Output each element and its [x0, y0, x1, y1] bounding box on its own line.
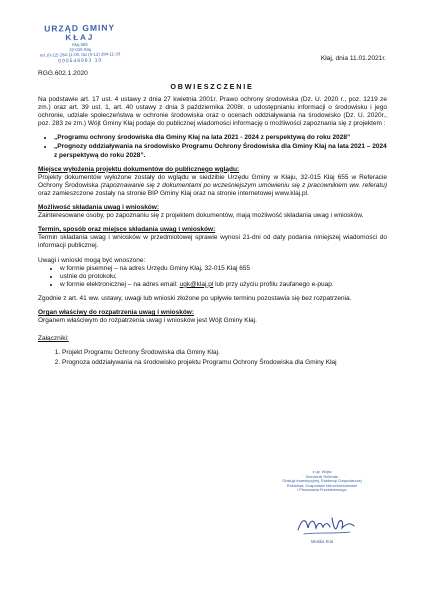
location-text-1: Projekty dokumentów wyłożone zostały do wglądu w siedzibie Urzędu Gminy w Kłaju, 32-015 Kłaj 655 w Referacie Ochrony Środowiska [38, 173, 387, 189]
signature-line-4: Rolnictwa, Gospodarki Nieruchomościami [286, 483, 358, 488]
authority-text: Organem właściwym do rozpatrzenia uwag i wniosków jest Wójt Gminy Kłaj. [38, 317, 257, 325]
method-email-pre: w formie elektronicznej – na adres email: [60, 280, 180, 288]
document-date: Kłaj, dnia 11.01.2021r. [320, 55, 386, 62]
methods-list [38, 265, 387, 289]
signature-line-2: Kierownik Referatu [305, 474, 339, 479]
method-item: • w formie pisemnej – na adres Urzędu Gminy Kłaj, 32-015 Kłaj 655 [60, 265, 387, 273]
late-note: Zgodnie z art. 41 ww. ustawy, uwagi lub wnioski złożone po upływie terminu pozostawia się bez rozpatrzenia. [38, 294, 352, 302]
signature-name: Monika Kral [310, 539, 334, 544]
method-item [60, 281, 387, 289]
signature-line-1: z up. Wójta [312, 470, 332, 474]
attachment-item: 1. Projekt Programu Ochrony Środowiska dla Gminy Kłaj. [62, 349, 387, 357]
project-item: • „Prognozy oddziaływania na środowisko Programu Ochrony Środowiska dla Gminy Kłaj na lata 2021 – 2024 z perspektywą do roku 2028”. [54, 143, 387, 159]
possibility-section [38, 204, 387, 220]
method-item: • ustnie do protokołu; [60, 273, 387, 281]
attachments-list [38, 349, 387, 367]
possibility-heading: Możliwość składania uwag i wniosków: [38, 204, 159, 212]
stamp-line-4: 32-015 Kłaj [69, 47, 91, 53]
document-body [38, 96, 387, 369]
project-item: • „Programu ochrony środowiska dla Gminy Kłaj na lata 2021 - 2024 z perspektywą do roku 2028” [54, 134, 387, 142]
location-text [38, 174, 387, 198]
document-title: OBWIESZCZENIE [170, 82, 254, 91]
attachment-item: 2. Prognoza oddziaływania na środowisko projektu Programu Ochrony Środowiska dla Gminy Kłaj [62, 359, 387, 367]
email-link[interactable]: ugk@klaj.pl [179, 280, 214, 288]
stamp-line-3: Kłaj 655 [72, 41, 88, 48]
stamp-line-6: 000548983 10 [58, 57, 103, 64]
methods-intro: Uwagi i wnioski mogą być wnoszone: [38, 256, 146, 264]
location-heading: Miejsce wyłożenia projektu dokumentów do publicznego wglądu: [38, 165, 240, 173]
stamp-line-1: URZĄD GMINY [44, 22, 116, 34]
stamp-line-5: tel. (0-12) 284-11-00, fax (0-12) 284-11-33 [40, 51, 121, 59]
reference-number: RGG.602.1.2020 [38, 70, 88, 77]
office-stamp [30, 23, 131, 67]
deadline-section [38, 226, 387, 250]
projects-list [38, 134, 387, 159]
possibility-text: Zainteresowane osoby, po zapoznaniu się z projektem dokumentów, mają możliwość składania uwag i wniosków. [38, 212, 364, 220]
authority-section [38, 309, 387, 325]
deadline-heading: Termin, sposób oraz miejsce składania uwag i wniosków: [38, 226, 216, 234]
location-text-italic: (zapoznawanie się z dokumentami po wcześniejszym umówieniu się z pracownikiem ww. referatu) [100, 181, 387, 189]
location-section [38, 166, 387, 198]
signature-stamp [274, 470, 370, 552]
handwritten-signature-icon [294, 510, 358, 540]
attachments-heading: Załączniki: [38, 335, 69, 343]
method-email-post: lub przy użyciu profilu zaufanego e-puap. [213, 280, 334, 288]
deadline-text: Termin składania uwag i wniosków w przedmiotowej sprawie wynosi 21-dni od daty podania niniejszej wiadomości do informacji publicznej. [38, 234, 387, 250]
signature-line-3: Obsługi Inwestycyjnej, Ewidencji Gospodarczej [282, 479, 362, 484]
intro-paragraph: Na podstawie art. 17 ust. 4 ustawy z dnia 27 kwietnia 2001r. Prawo ochrony środowiska (Dz. U. 2020 r., poz. 1219 ze zm.) oraz art. 39 ust. 1, art. 40 ustawy z dnia 3 października 2008r. o udostępnianiu informacji o środowisku i jego ochronie, udziale społeczeństwa w ochronie środowiska oraz o ocenach oddziaływania na środowisko (Dz. U. 2020r., poz. 283 ze zm.) Wójt Gminy Kłaj podaje do publicznej wiadomości informację o możliwości zapoznania się z projektem : [38, 96, 387, 128]
location-text-2: oraz zamieszczone zostały na stronie BIP Gminy Kłaj oraz na stronie internetowej www.klaj.pl. [38, 189, 309, 197]
authority-heading: Organ właściwy do rozpatrzenia uwag i wniosków: [38, 308, 195, 316]
stamp-line-2: KŁAJ [65, 32, 95, 43]
signature-line-5: i Planowania Przestrzennego [297, 488, 347, 493]
